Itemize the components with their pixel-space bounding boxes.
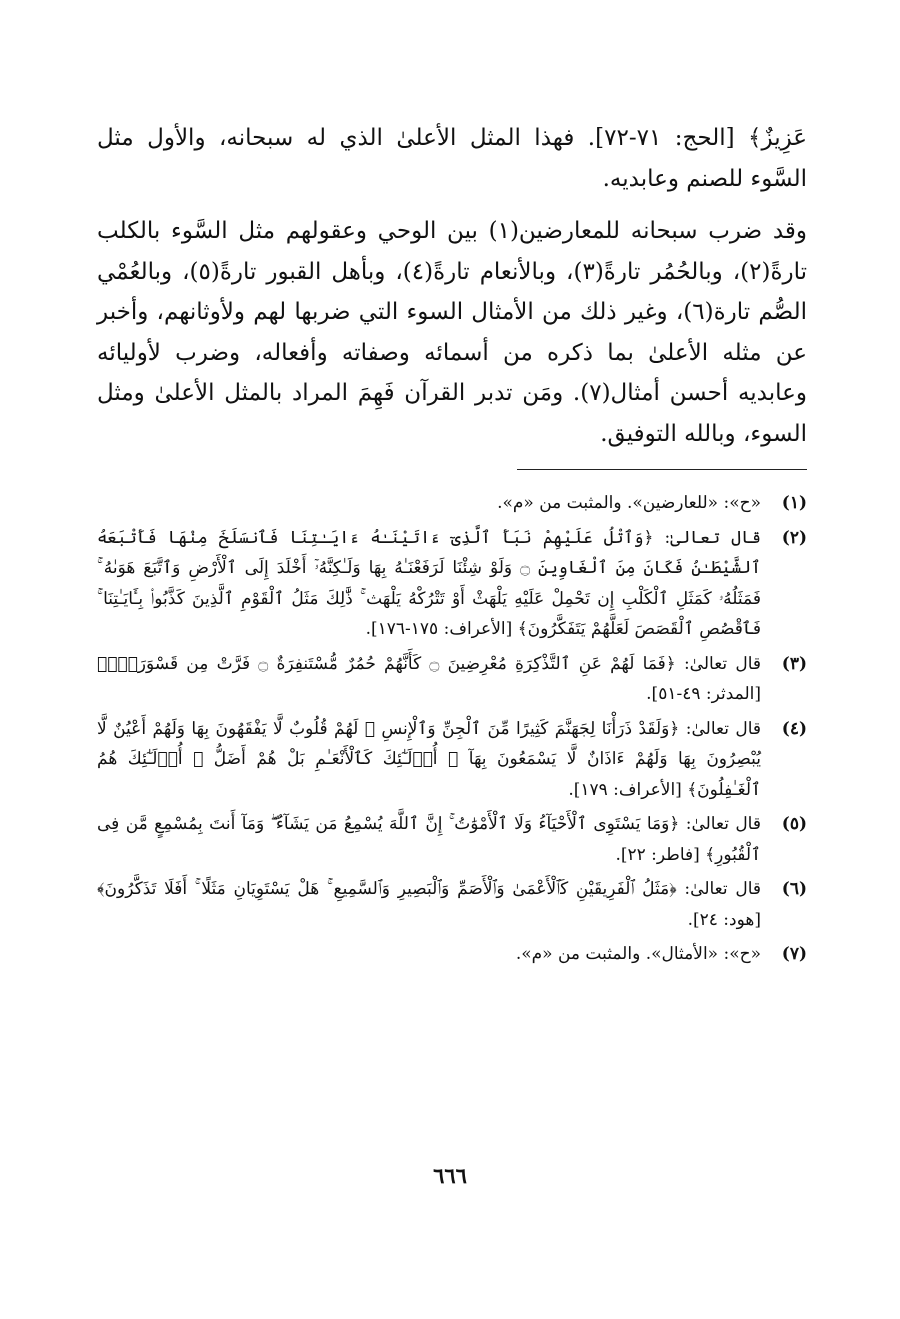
footnote-text: قال تعالىٰ: ﴿فَمَا لَهُمْ عَنِ ٱلتَّذْكِرَةِ مُعْرِضِينَ ۝ كَأَنَّهُمْ حُمُرٌ مُّسْتَنفِرَةٌ ۝ فَرَّتْ مِن قَسْوَرَةٍۭ﴾ [المدثر: ٤٩-٥١]. [97,653,762,704]
footnote [97,714,807,806]
footnote [97,809,807,870]
body-paragraph: وقد ضرب سبحانه للمعارضين(١) بين الوحي وعقولهم مثل السَّوء بالكلب تارةً(٢)، وبالحُمُر تارةً(٣)، وبالأنعام تارةً(٤)، وبأهل القبور تارةً(٥)، وبالعُمْي الصُّم تارة(٦)، وغير ذلك من الأمثال السوء التي ضربها لهم ولأوثانهم، وأخبر عن مثله الأعلىٰ بما ذكره من أسمائه وصفاته وأفعاله، وضرب لأوليائه وعابديه أحسن أمثال(٧). ومَن تدبر القرآن فَهِمَ المراد بالمثل الأعلىٰ ومثل السوء، وبالله التوفيق. [97,218,808,447]
footnote-text: قال تعالىٰ: ﴿وَلَقَدْ ذَرَأْنَا لِجَهَنَّمَ كَثِيرًا مِّنَ ٱلْجِنِّ وَٱلْإِنسِ ۖ لَهُمْ قُلُوبٌ لَّا يَفْقَهُونَ بِهَا وَلَهُمْ أَعْيُنٌ لَّا يُبْصِرُونَ بِهَا وَلَهُمْ ءَاذَانٌ لَّا يَسْمَعُونَ بِهَآ ۚ أُو۟لَـٰٓئِكَ كَٱلْأَنْعَـٰمِ بَلْ هُمْ أَضَلُّ ۚ أُو۟لَـٰٓئِكَ هُمُ ٱلْغَـٰفِلُونَ﴾ [الأعراف: ١٧٩]. [97,718,761,800]
footnote-number: (٣) [781,653,807,674]
footnote-number: (١) [781,493,807,513]
page-content [97,118,807,974]
footnote-text: قال تعالىٰ: ﴿وَٱتْلُ عَلَيْهِمْ نَبَأَ ٱلَّذِىٓ ءَاتَيْنَـٰهُ ءَايَـٰتِنَا فَٱنسَلَخَ مِنْهَا فَأَتْبَعَهُ ٱلشَّيْطَـٰنُ فَكَانَ مِنَ ٱلْغَاوِينَ ۝ وَلَوْ شِئْنَا لَرَفَعْنَـٰهُ بِهَا وَلَـٰكِنَّهُۥٓ أَخْلَدَ إِلَى ٱلْأَرْضِ وَٱتَّبَعَ هَوَىٰهُ ۚ فَمَثَلُهُۥ كَمَثَلِ ٱلْكَلْبِ إِن تَحْمِلْ عَلَيْهِ يَلْهَثْ أَوْ تَتْرُكْهُ يَلْهَث ۚ ذَّٰلِكَ مَثَلُ ٱلْقَوْمِ ٱلَّذِينَ كَذَّبُوا۟ بِـَٔايَـٰتِنَا ۚ فَٱقْصُصِ ٱلْقَصَصَ لَعَلَّهُمْ يَتَفَكَّرُونَ﴾ [الأعراف: ١٧٥-١٧٦]. [97,527,761,639]
footnote [97,488,807,519]
page-number: ٦٦٦ [433,1163,467,1188]
footnote-separator [517,469,807,470]
footnote-text: قال تعالىٰ: ﴿وَمَا يَسْتَوِى ٱلْأَحْيَآءُ وَلَا ٱلْأَمْوَٰتُ ۚ إِنَّ ٱللَّهَ يُسْمِعُ مَن يَشَآءُ ۖ وَمَآ أَنتَ بِمُسْمِعٍ مَّن فِى ٱلْقُبُورِ﴾ [فاطر: ٢٢]. [97,814,761,865]
footnote-number: (٢) [781,527,807,548]
footnote-number: (٤) [781,718,807,739]
footnote-number: (٦) [781,879,807,899]
footnote-text: «ح»: «الأمثال». والمثبت من «م». [515,944,761,964]
footnote-text: «ح»: «للعارضين». والمثبت من «م». [497,493,761,513]
footnote [97,939,807,970]
footnote-number: (٥) [781,814,807,834]
footnote [97,874,807,935]
body-paragraph: عَزِيزٌ﴾ [الحج: ٧١-٧٢]. فهذا المثل الأعلىٰ الذي له سبحانه، والأول مثل السَّوء للصنم وعابديه. [97,125,808,192]
footnote [97,649,807,710]
footnote-number: (٧) [781,944,807,964]
footnote [97,523,807,645]
footnote-text: قال تعالىٰ: ﴿مَثَلُ ٱلْفَرِيقَيْنِ كَٱلْأَعْمَىٰ وَٱلْأَصَمِّ وَٱلْبَصِيرِ وَٱلسَّمِيعِ ۚ هَلْ يَسْتَوِيَانِ مَثَلًا ۚ أَفَلَا تَذَكَّرُونَ﴾ [هود: ٢٤]. [97,879,761,930]
